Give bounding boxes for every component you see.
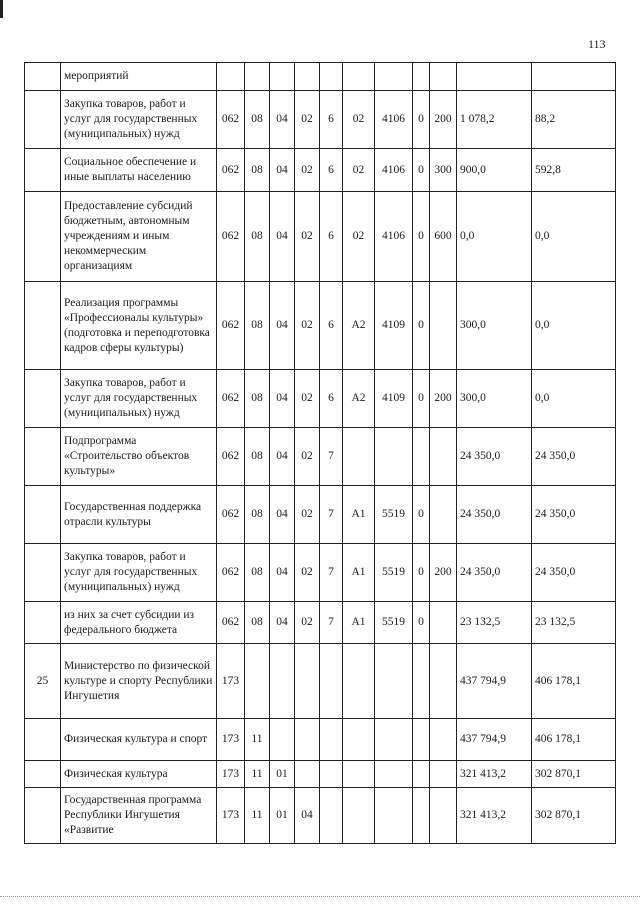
code-cell: 04 <box>270 486 295 544</box>
amount-cell: 88,2 <box>532 91 616 149</box>
amount-cell: 23 132,5 <box>457 602 532 644</box>
code-cell: 04 <box>270 602 295 644</box>
code-cell: 300 <box>430 149 457 192</box>
table-row <box>25 788 616 844</box>
code-cell: А2 <box>343 282 375 370</box>
table-row <box>25 370 616 428</box>
code-cell <box>430 428 457 486</box>
code-cell <box>413 761 430 788</box>
item-name-cell: Подпрограмма «Строительство объектов культуры» <box>61 428 217 486</box>
code-cell <box>430 761 457 788</box>
row-number-cell <box>25 602 61 644</box>
code-cell: 08 <box>245 428 270 486</box>
amount-cell: 300,0 <box>457 370 532 428</box>
amount-cell: 900,0 <box>457 149 532 192</box>
table-row <box>25 192 616 282</box>
table-row <box>25 544 616 602</box>
code-cell <box>343 644 375 719</box>
code-cell: 02 <box>343 149 375 192</box>
item-name-cell: Закупка товаров, работ и услуг для государственных (муниципальных) нужд <box>61 544 217 602</box>
code-cell: 0 <box>413 486 430 544</box>
code-cell: А1 <box>343 486 375 544</box>
row-number-cell <box>25 149 61 192</box>
row-number-cell <box>25 719 61 761</box>
code-cell: 02 <box>295 544 320 602</box>
code-cell <box>413 719 430 761</box>
code-cell: 600 <box>430 192 457 282</box>
code-cell: 0 <box>413 370 430 428</box>
code-cell <box>375 719 413 761</box>
code-cell: 4109 <box>375 282 413 370</box>
code-cell <box>430 63 457 91</box>
code-cell <box>413 788 430 844</box>
row-number-cell <box>25 788 61 844</box>
code-cell: 6 <box>320 149 343 192</box>
amount-cell: 0,0 <box>532 192 616 282</box>
code-cell: 02 <box>295 91 320 149</box>
code-cell: 04 <box>270 544 295 602</box>
amount-cell: 302 870,1 <box>532 761 616 788</box>
code-cell: 4106 <box>375 192 413 282</box>
table-row <box>25 63 616 91</box>
code-cell: 08 <box>245 602 270 644</box>
code-cell <box>375 63 413 91</box>
code-cell: 062 <box>217 428 245 486</box>
row-number-cell <box>25 428 61 486</box>
code-cell: 08 <box>245 486 270 544</box>
amount-cell: 406 178,1 <box>532 719 616 761</box>
item-name-cell: Министерство по физической культуре и спорту Республики Ингушетия <box>61 644 217 719</box>
code-cell: 08 <box>245 544 270 602</box>
code-cell <box>295 644 320 719</box>
code-cell <box>430 644 457 719</box>
code-cell: 0 <box>413 91 430 149</box>
code-cell: А1 <box>343 602 375 644</box>
code-cell: 7 <box>320 486 343 544</box>
amount-cell: 437 794,9 <box>457 644 532 719</box>
amount-cell: 24 350,0 <box>457 428 532 486</box>
code-cell <box>270 63 295 91</box>
row-number-cell <box>25 544 61 602</box>
item-name-cell: Закупка товаров, работ и услуг для государственных (муниципальных) нужд <box>61 370 217 428</box>
code-cell <box>320 761 343 788</box>
code-cell: 5519 <box>375 486 413 544</box>
code-cell <box>430 719 457 761</box>
code-cell: 062 <box>217 486 245 544</box>
code-cell <box>270 719 295 761</box>
amount-cell: 406 178,1 <box>532 644 616 719</box>
code-cell: 062 <box>217 282 245 370</box>
table-row <box>25 761 616 788</box>
code-cell: 173 <box>217 644 245 719</box>
row-number-cell <box>25 63 61 91</box>
amount-cell: 0,0 <box>457 192 532 282</box>
row-number-cell <box>25 761 61 788</box>
item-name-cell: Государственная программа Республики Ингушетия «Развитие <box>61 788 217 844</box>
code-cell: 02 <box>343 192 375 282</box>
item-name-cell: Предоставление субсидий бюджетным, автономным учреждениям и иным некоммерческим организациям <box>61 192 217 282</box>
code-cell: 6 <box>320 370 343 428</box>
amount-cell: 0,0 <box>532 370 616 428</box>
table-row <box>25 149 616 192</box>
code-cell <box>343 428 375 486</box>
table-row <box>25 644 616 719</box>
table-row <box>25 428 616 486</box>
code-cell <box>295 719 320 761</box>
code-cell: 02 <box>295 282 320 370</box>
code-cell: 02 <box>295 370 320 428</box>
code-cell <box>343 761 375 788</box>
code-cell: 062 <box>217 91 245 149</box>
code-cell: 6 <box>320 192 343 282</box>
code-cell: 5519 <box>375 602 413 644</box>
code-cell: 062 <box>217 149 245 192</box>
table-row <box>25 602 616 644</box>
code-cell: 0 <box>413 282 430 370</box>
code-cell <box>295 761 320 788</box>
item-name-cell: Физическая культура <box>61 761 217 788</box>
code-cell <box>217 63 245 91</box>
code-cell <box>430 282 457 370</box>
code-cell <box>320 63 343 91</box>
code-cell: 08 <box>245 370 270 428</box>
item-name-cell: мероприятий <box>61 63 217 91</box>
code-cell <box>245 644 270 719</box>
table-row <box>25 719 616 761</box>
row-number-cell: 25 <box>25 644 61 719</box>
page-number: 113 <box>588 37 606 51</box>
code-cell <box>430 788 457 844</box>
code-cell: 200 <box>430 91 457 149</box>
scan-edge-mark <box>0 0 3 18</box>
code-cell: 04 <box>270 91 295 149</box>
code-cell: 062 <box>217 192 245 282</box>
amount-cell: 592,8 <box>532 149 616 192</box>
code-cell <box>320 644 343 719</box>
code-cell: А1 <box>343 544 375 602</box>
amount-cell: 0,0 <box>532 282 616 370</box>
code-cell: 02 <box>343 91 375 149</box>
table-row <box>25 282 616 370</box>
code-cell <box>375 788 413 844</box>
amount-cell: 24 350,0 <box>532 544 616 602</box>
code-cell: 11 <box>245 761 270 788</box>
code-cell: 04 <box>270 282 295 370</box>
code-cell <box>343 63 375 91</box>
amount-cell: 1 078,2 <box>457 91 532 149</box>
code-cell: 02 <box>295 602 320 644</box>
code-cell: 01 <box>270 788 295 844</box>
code-cell: 6 <box>320 91 343 149</box>
amount-cell: 23 132,5 <box>532 602 616 644</box>
amount-cell: 437 794,9 <box>457 719 532 761</box>
code-cell: 7 <box>320 544 343 602</box>
code-cell: 02 <box>295 486 320 544</box>
table-row <box>25 91 616 149</box>
code-cell: 08 <box>245 149 270 192</box>
row-number-cell <box>25 282 61 370</box>
code-cell <box>245 63 270 91</box>
code-cell: 7 <box>320 428 343 486</box>
code-cell: 11 <box>245 788 270 844</box>
code-cell: 0 <box>413 602 430 644</box>
code-cell: 4106 <box>375 91 413 149</box>
code-cell <box>413 63 430 91</box>
item-name-cell: Реализация программы «Профессионалы культуры» (подготовка и переподготовка кадров сферы культуры) <box>61 282 217 370</box>
code-cell: 04 <box>270 428 295 486</box>
code-cell: 4109 <box>375 370 413 428</box>
code-cell: 0 <box>413 192 430 282</box>
amount-cell: 24 350,0 <box>532 486 616 544</box>
code-cell <box>375 761 413 788</box>
code-cell <box>343 788 375 844</box>
code-cell <box>320 719 343 761</box>
code-cell: 7 <box>320 602 343 644</box>
code-cell <box>343 719 375 761</box>
amount-cell <box>457 63 532 91</box>
code-cell: 04 <box>295 788 320 844</box>
code-cell: 11 <box>245 719 270 761</box>
code-cell <box>270 644 295 719</box>
code-cell <box>295 63 320 91</box>
code-cell: 04 <box>270 370 295 428</box>
code-cell: 4106 <box>375 149 413 192</box>
code-cell <box>320 788 343 844</box>
code-cell: 200 <box>430 370 457 428</box>
code-cell: 08 <box>245 282 270 370</box>
code-cell: 08 <box>245 91 270 149</box>
code-cell <box>430 486 457 544</box>
amount-cell: 24 350,0 <box>457 544 532 602</box>
amount-cell: 24 350,0 <box>457 486 532 544</box>
row-number-cell <box>25 192 61 282</box>
item-name-cell: Физическая культура и спорт <box>61 719 217 761</box>
code-cell: 01 <box>270 761 295 788</box>
code-cell: 5519 <box>375 544 413 602</box>
code-cell: 04 <box>270 192 295 282</box>
budget-table <box>24 62 616 844</box>
code-cell: 02 <box>295 428 320 486</box>
amount-cell: 302 870,1 <box>532 788 616 844</box>
code-cell: 0 <box>413 544 430 602</box>
code-cell: 062 <box>217 370 245 428</box>
amount-cell: 300,0 <box>457 282 532 370</box>
code-cell <box>413 428 430 486</box>
item-name-cell: Закупка товаров, работ и услуг для государственных (муниципальных) нужд <box>61 91 217 149</box>
code-cell: 173 <box>217 719 245 761</box>
code-cell: 08 <box>245 192 270 282</box>
code-cell <box>413 644 430 719</box>
amount-cell: 321 413,2 <box>457 761 532 788</box>
code-cell: 6 <box>320 282 343 370</box>
row-number-cell <box>25 486 61 544</box>
row-number-cell <box>25 370 61 428</box>
row-number-cell <box>25 91 61 149</box>
item-name-cell: Социальное обеспечение и иные выплаты населению <box>61 149 217 192</box>
code-cell <box>375 644 413 719</box>
code-cell <box>430 602 457 644</box>
code-cell: 200 <box>430 544 457 602</box>
code-cell: А2 <box>343 370 375 428</box>
scan-bottom-edge <box>0 896 640 898</box>
code-cell: 173 <box>217 761 245 788</box>
item-name-cell: из них за счет субсидии из федерального бюджета <box>61 602 217 644</box>
code-cell: 02 <box>295 149 320 192</box>
amount-cell: 24 350,0 <box>532 428 616 486</box>
code-cell: 062 <box>217 602 245 644</box>
amount-cell <box>532 63 616 91</box>
code-cell: 0 <box>413 149 430 192</box>
amount-cell: 321 413,2 <box>457 788 532 844</box>
table-row <box>25 486 616 544</box>
code-cell: 173 <box>217 788 245 844</box>
code-cell: 02 <box>295 192 320 282</box>
code-cell <box>375 428 413 486</box>
code-cell: 04 <box>270 149 295 192</box>
code-cell: 062 <box>217 544 245 602</box>
item-name-cell: Государственная поддержка отрасли культуры <box>61 486 217 544</box>
